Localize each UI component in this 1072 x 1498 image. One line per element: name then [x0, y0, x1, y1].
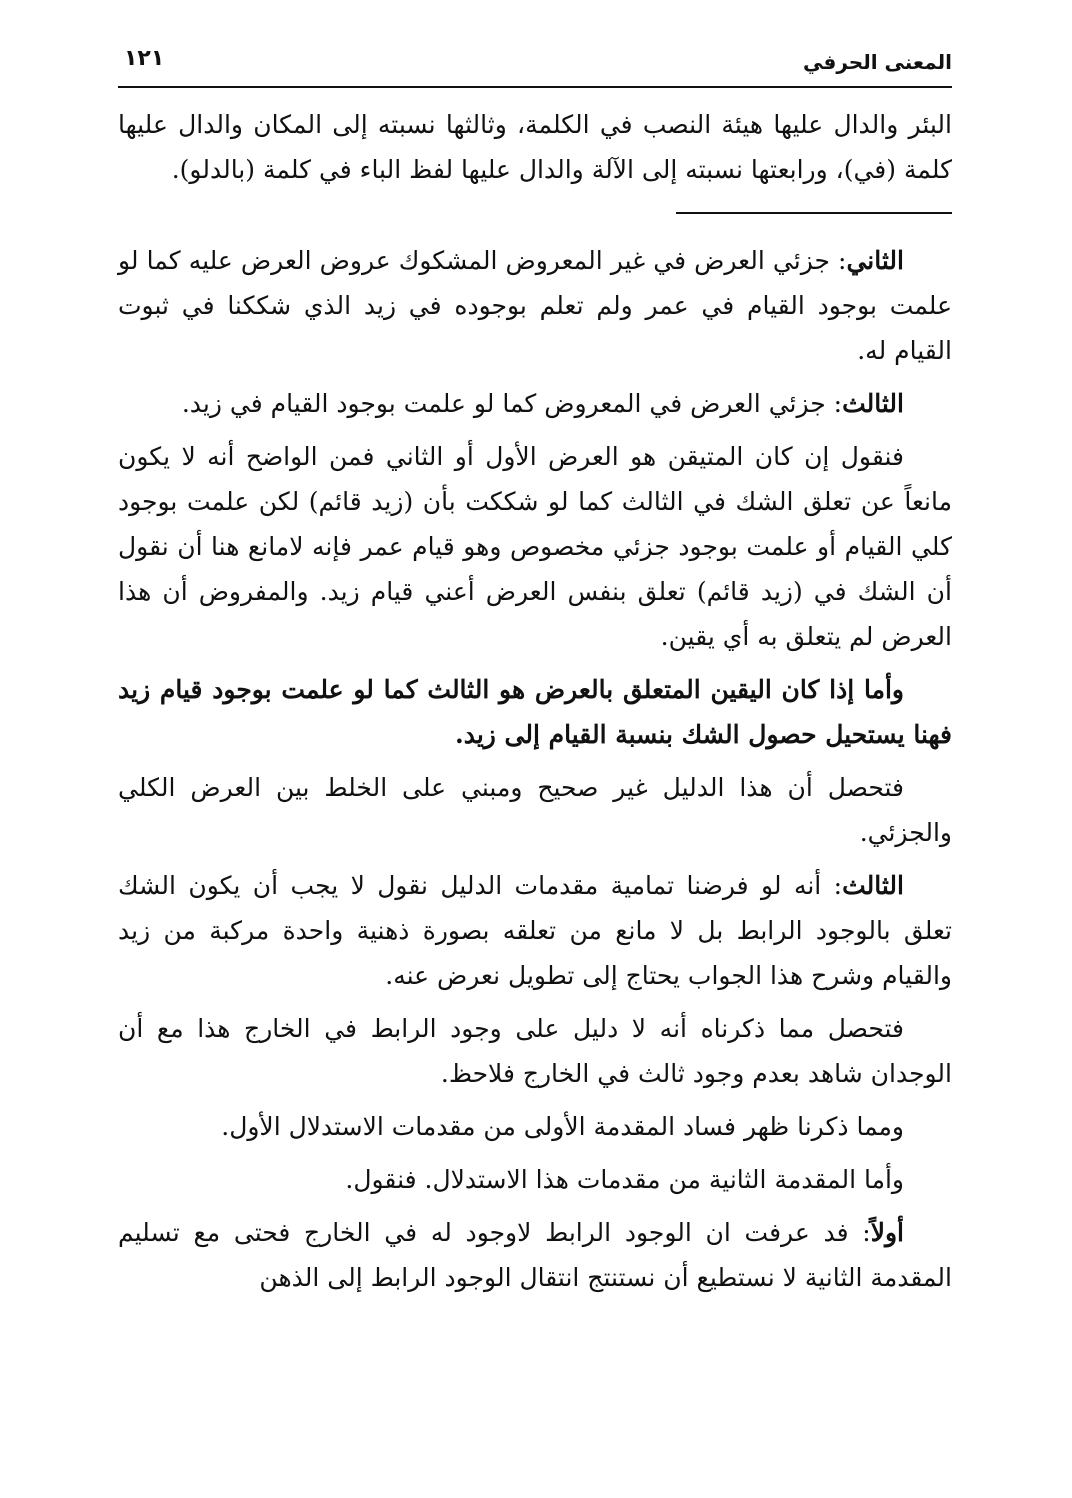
paragraph-label: الثالث [842, 871, 904, 900]
paragraph-bold: وأما إذا كان اليقين المتعلق بالعرض هو الثالث كما لو علمت بوجود قيام زيد فهنا يستحيل حصول الشك بنسبة القيام إلى زيد. [118, 675, 952, 749]
section-divider [676, 212, 952, 214]
header-divider [118, 86, 952, 88]
paragraph-third [118, 381, 952, 426]
paragraph-label: أولاً [870, 1218, 904, 1247]
page-header [118, 38, 952, 82]
paragraph-label: الثاني [846, 246, 904, 275]
paragraph-text: : فد عرفت ان الوجود الرابط لاوجود له في الخارج فحتى مع تسليم المقدمة الثانية لا نستطيع أن نستنتج انتقال الوجود الرابط إلى الذهن [118, 1218, 952, 1292]
paragraph-third-answer [118, 863, 952, 998]
continued-paragraph: البئر والدال عليها هيئة النصب في الكلمة، وثالثها نسبته إلى المكان والدال عليها كلمة (في)، ورابعتها نسبته إلى الآلة والدال عليها لفظ الباء في كلمة (بالدلو). [118, 110, 952, 184]
paragraph: فتحصل أن هذا الدليل غير صحيح ومبني على الخلط بين العرض الكلي والجزئي. [118, 773, 952, 847]
paragraph-second [118, 238, 952, 373]
paragraph: فنقول إن كان المتيقن هو العرض الأول أو الثاني فمن الواضح أنه لا يكون مانعاً عن تعلق الشك في الثالث كما لو شككت بأن (زيد قائم) لكن علمت بوجود كلي القيام أو علمت بوجود جزئي مخصوص وهو قيام عمر فإنه لامانع هنا أن نقول أن الشك في (زيد قائم) تعلق بنفس العرض أعني قيام زيد. والمفروض أن هذا العرض لم يتعلق به أي يقين. [118, 442, 952, 651]
chapter-title: المعنى الحرفي [803, 50, 952, 74]
paragraph: فتحصل مما ذكرناه أنه لا دليل على وجود الرابط في الخارج هذا مع أن الوجدان شاهد بعدم وجود ثالث في الخارج فلاحظ. [118, 1014, 952, 1088]
paragraph-first-point [118, 1210, 952, 1300]
paragraph-text: : جزئي العرض في المعروض كما لو علمت بوجود القيام في زيد. [181, 389, 843, 418]
book-page [118, 38, 952, 1478]
body-text [118, 238, 952, 1300]
paragraph: ومما ذكرنا ظهر فساد المقدمة الأولى من مقدمات الاستدلال الأول. [221, 1112, 904, 1141]
page-number: ١٢١ [124, 46, 165, 71]
paragraph-text: : أنه لو فرضنا تمامية مقدمات الدليل نقول لا يجب أن يكون الشك تعلق بالوجود الرابط بل لا مانع من تعلقه بصورة ذهنية واحدة مركبة من زيد والقيام وشرح هذا الجواب يحتاج إلى تطويل نعرض عنه. [118, 871, 952, 990]
continued-text [118, 102, 952, 192]
paragraph: وأما المقدمة الثانية من مقدمات هذا الاستدلال. فنقول. [345, 1165, 904, 1194]
paragraph-label: الثالث [842, 389, 904, 418]
paragraph-text: : جزئي العرض في غير المعروض المشكوك عروض العرض عليه كما لو علمت بوجود القيام في عمر ولم تعلم بوجوده في زيد الذي شككنا في ثبوت القيام له. [118, 246, 952, 365]
